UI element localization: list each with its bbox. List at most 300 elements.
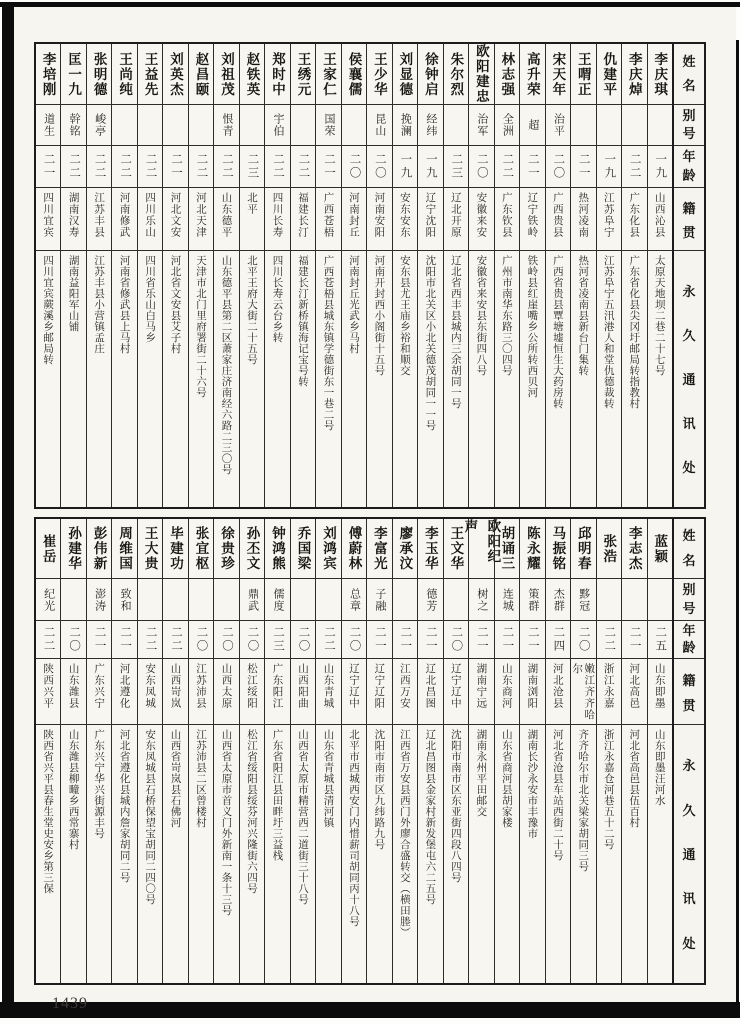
- person-age: 二二: [316, 621, 340, 659]
- person-age: 二〇: [342, 621, 366, 659]
- person-address: 湖南长沙永安市丰豫市: [526, 729, 539, 839]
- person-alias: [597, 579, 621, 621]
- person-alias: 树之: [469, 579, 493, 621]
- person-age: 二二: [61, 146, 85, 188]
- person-alias: [112, 105, 136, 146]
- person-name: 张明德: [87, 44, 111, 105]
- person-name: 李玉华: [418, 519, 442, 579]
- person-alias: [444, 105, 468, 146]
- person-column: [264, 519, 289, 983]
- person-native-place: 广东阳江: [265, 659, 289, 725]
- directory-table-top: [34, 42, 706, 509]
- person-name: 林志强: [495, 44, 519, 105]
- person-address: 广西苍梧县城东镇学德街东一巷二号: [322, 255, 335, 431]
- person-column: [392, 44, 417, 507]
- person-column: [443, 44, 468, 507]
- person-column: [290, 519, 315, 983]
- person-name: 王家仁: [316, 44, 340, 105]
- person-address: 山东省商河县胡家楼: [500, 729, 513, 828]
- person-native-place: 湖南宁远: [469, 659, 493, 725]
- person-name: 朱尔烈: [444, 44, 468, 105]
- person-column: [366, 519, 391, 983]
- person-native-place: 山西沁县: [648, 188, 672, 251]
- person-column: [417, 519, 442, 983]
- person-name: 欧阳纪声: [469, 519, 493, 579]
- person-native-place: 河南修武: [112, 188, 136, 251]
- person-native-place: 河北遵化: [112, 659, 136, 725]
- column-header-name: 姓 名: [674, 519, 704, 579]
- person-alias: 子融: [367, 579, 391, 621]
- person-name: 赵昌颐: [189, 44, 213, 105]
- person-age: 二一: [418, 621, 442, 659]
- person-name: 蓝颖: [648, 519, 672, 579]
- person-column: [60, 519, 85, 983]
- person-address: 山西省太原市首义门外新南一条十三号: [220, 729, 233, 916]
- person-address: 山东潍县柳疃乡西常寨村: [67, 729, 80, 850]
- person-alias: [291, 579, 315, 621]
- person-native-place: 河南安阳: [367, 188, 391, 251]
- person-native-place: 河北高邑: [622, 659, 646, 725]
- person-age: 二一: [112, 621, 136, 659]
- header-column: [672, 519, 704, 983]
- person-address: 齐齐哈尔市北关梁家胡同三号: [577, 729, 590, 872]
- person-address: 江西省万安县西门外廖合盛转交（横田塍）: [398, 729, 411, 938]
- person-alias: [622, 105, 646, 146]
- person-alias: 国荣: [316, 105, 340, 146]
- person-address: 浙江永嘉仓河巷五十二号: [602, 729, 615, 850]
- column-header-alias: 别 号: [674, 105, 704, 146]
- person-age: 二一: [469, 621, 493, 659]
- person-native-place: 广东钦县: [495, 188, 519, 251]
- person-alias: 挽澜: [393, 105, 417, 146]
- person-address: 山东即墨汪河水: [653, 729, 666, 806]
- person-age: 二三: [265, 621, 289, 659]
- person-native-place: 山西岢岚: [163, 659, 187, 725]
- person-age: 二一: [36, 146, 60, 188]
- person-alias: [622, 579, 646, 621]
- person-alias: 治平: [546, 105, 570, 146]
- person-name: 乔国梁: [291, 519, 315, 579]
- person-native-place: 山西阳曲: [291, 659, 315, 725]
- header-column: [672, 44, 704, 507]
- person-age: 二〇: [291, 621, 315, 659]
- person-column: [264, 44, 289, 507]
- person-column: [519, 519, 544, 983]
- person-column: [86, 44, 111, 507]
- person-address: 河南开封西小阁街十五号: [373, 255, 386, 376]
- person-age: 二〇: [546, 146, 570, 188]
- page-number: 1439: [52, 995, 88, 1012]
- person-alias: 全洲: [495, 105, 519, 146]
- person-name: 张宜枢: [189, 519, 213, 579]
- person-age: 二一: [622, 621, 646, 659]
- person-alias: [571, 105, 595, 146]
- person-age: 二〇: [342, 146, 366, 188]
- person-alias: [240, 105, 264, 146]
- person-age: 一九: [597, 146, 621, 188]
- person-address: 安东县尤王庙乡裕和顺交: [398, 255, 411, 376]
- person-native-place: 山西太原: [214, 659, 238, 725]
- person-address: 江苏沛县二区曾楼村: [195, 729, 208, 828]
- person-alias: 宇伯: [265, 105, 289, 146]
- column-header-address: 永 久 通 讯 处: [674, 725, 704, 983]
- person-name: 高升荣: [520, 44, 544, 105]
- person-age: 一九: [648, 146, 672, 188]
- person-column: [570, 44, 595, 507]
- person-native-place: 山东即墨: [648, 659, 672, 725]
- person-age: 二二: [265, 146, 289, 188]
- person-age: 二二: [189, 146, 213, 188]
- person-native-place: 陕西兴平: [36, 659, 60, 725]
- person-alias: [342, 105, 366, 146]
- person-address: 天津市北门里府署街二十六号: [195, 255, 208, 398]
- person-native-place: 广西苍梧: [316, 188, 340, 251]
- person-address: 河南省修武县上马村: [118, 255, 131, 354]
- person-alias: 超: [520, 105, 544, 146]
- person-age: 一九: [418, 146, 442, 188]
- person-address: 河北省沧县车站西街二十号: [551, 729, 564, 861]
- person-alias: [316, 579, 340, 621]
- person-alias: 杰群: [546, 579, 570, 621]
- person-age: 二〇: [571, 621, 595, 659]
- person-name: 王益先: [138, 44, 162, 105]
- person-address: 福建长汀新桥镇海记宝号转: [296, 255, 309, 387]
- person-name: 崔岳: [36, 519, 60, 579]
- person-age: 二二: [87, 146, 111, 188]
- directory-table-bottom: [34, 517, 706, 985]
- person-alias: 纪光: [36, 579, 60, 621]
- person-native-place: 辽宁铁岭: [520, 188, 544, 251]
- column-header-native: 籍 贯: [674, 659, 704, 725]
- person-address: 河北省遵化县城内詹家胡同二号: [118, 729, 131, 883]
- table-grid: [34, 517, 706, 985]
- person-column: [596, 44, 621, 507]
- person-age: 二一: [495, 621, 519, 659]
- person-native-place: 河北沧县: [546, 659, 570, 725]
- person-age: 二一: [571, 146, 595, 188]
- person-native-place: 四川长寿: [265, 188, 289, 251]
- person-column: [213, 44, 238, 507]
- person-address: 江苏丰县小营镇孟庄: [93, 255, 106, 354]
- person-column: [341, 44, 366, 507]
- person-name: 王少华: [367, 44, 391, 105]
- person-column: [443, 519, 468, 983]
- person-age: 二〇: [367, 146, 391, 188]
- person-column: [570, 519, 595, 983]
- person-address: 铁岭县红崖嘴乡公所转西贝河: [526, 255, 539, 398]
- person-native-place: 辽北开原: [444, 188, 468, 251]
- person-native-place: 四川宜宾: [36, 188, 60, 251]
- person-alias: [393, 579, 417, 621]
- person-column: [621, 519, 646, 983]
- person-column: [468, 44, 493, 507]
- person-address: 安东凤城县石桥保望宝胡同二四〇号: [144, 729, 157, 905]
- person-name: 胡诵三: [495, 519, 519, 579]
- column-header-name: 姓 名: [674, 44, 704, 105]
- person-column: [647, 44, 672, 507]
- person-name: 王喟正: [571, 44, 595, 105]
- person-age: 二〇: [214, 621, 238, 659]
- person-column: [162, 519, 187, 983]
- scan-edge-bottom: [0, 1002, 740, 1018]
- person-alias: 连城: [495, 579, 519, 621]
- person-age: 二二: [138, 621, 162, 659]
- person-age: 二二: [597, 621, 621, 659]
- person-name: 陈永耀: [520, 519, 544, 579]
- person-native-place: 河北文安: [163, 188, 187, 251]
- person-name: 李庆琪: [648, 44, 672, 105]
- person-native-place: 山东德平: [214, 188, 238, 251]
- person-column: [188, 519, 213, 983]
- person-address: 山西省岢岚县石佛河: [169, 729, 182, 828]
- person-address: 山东德平县第二区萧家庄济南经六路二三〇号: [220, 255, 233, 475]
- person-column: [315, 44, 340, 507]
- person-native-place: 江苏沛县: [189, 659, 213, 725]
- person-age: 二二: [138, 146, 162, 188]
- person-column: [239, 519, 264, 983]
- person-address: 松江省绥阳县绥芬河兴隆街六四号: [246, 729, 258, 894]
- person-name: 李志杰: [622, 519, 646, 579]
- person-alias: 黟冠: [571, 579, 595, 621]
- person-native-place: 山东青城: [316, 659, 340, 725]
- person-native-place: 辽北昌图: [418, 659, 442, 725]
- person-native-place: 江西万安: [393, 659, 417, 725]
- person-name: 钟鸿熊: [265, 519, 289, 579]
- person-name: 张浩: [597, 519, 621, 579]
- person-column: [86, 519, 111, 983]
- person-age: 二二: [112, 146, 136, 188]
- person-address: 广东兴宁华兴街源丰号: [93, 729, 106, 839]
- person-age: 二〇: [444, 621, 468, 659]
- person-native-place: 广东兴宁: [87, 659, 111, 725]
- person-alias: 德芳: [418, 579, 442, 621]
- person-address: 广州市南华东路三〇四号: [500, 255, 513, 376]
- person-column: [417, 44, 442, 507]
- person-age: 二二: [214, 146, 238, 188]
- person-age: 二一: [163, 146, 187, 188]
- person-native-place: 辽宁辽阳: [367, 659, 391, 725]
- person-name: 刘英杰: [163, 44, 187, 105]
- person-address: 山东省青城县清河镇: [322, 729, 335, 828]
- person-column: [137, 519, 162, 983]
- person-name: 徐钟启: [418, 44, 442, 105]
- person-native-place: 热河凌南: [571, 188, 595, 251]
- person-alias: 经纬: [418, 105, 442, 146]
- person-alias: [189, 105, 213, 146]
- person-age: 二二: [495, 146, 519, 188]
- person-age: 二一: [393, 621, 417, 659]
- column-header-address: 永 久 通 讯 处: [674, 251, 704, 507]
- column-header-native: 籍 贯: [674, 188, 704, 251]
- person-column: [188, 44, 213, 507]
- person-age: 二〇: [189, 621, 213, 659]
- person-name: 郑时中: [265, 44, 289, 105]
- person-native-place: 广西贵县: [546, 188, 570, 251]
- person-age: 二〇: [469, 146, 493, 188]
- person-column: [36, 44, 60, 507]
- person-column: [213, 519, 238, 983]
- person-native-place: 江苏阜宁: [597, 188, 621, 251]
- table-grid: [34, 42, 706, 509]
- person-name: 匡一九: [61, 44, 85, 105]
- person-address: 陕西省兴平县春生堂史安乡第三保: [42, 729, 55, 894]
- person-age: 二三: [444, 146, 468, 188]
- person-alias: [648, 579, 672, 621]
- person-name: 邱明春: [571, 519, 595, 579]
- person-native-place: 河南封丘: [342, 188, 366, 251]
- person-address: 北平王府大街二十五号: [246, 255, 258, 365]
- person-column: [60, 44, 85, 507]
- person-column: [366, 44, 391, 507]
- person-name: 李庆焯: [622, 44, 646, 105]
- person-column: [596, 519, 621, 983]
- person-alias: [163, 579, 187, 621]
- person-alias: 总章: [342, 579, 366, 621]
- person-column: [519, 44, 544, 507]
- person-alias: 澎涛: [87, 579, 111, 621]
- person-alias: [138, 579, 162, 621]
- column-header-age: 年 龄: [674, 146, 704, 188]
- person-name: 宋天年: [546, 44, 570, 105]
- person-native-place: 山东商河: [495, 659, 519, 725]
- person-name: 王尚纯: [112, 44, 136, 105]
- person-age: 一九: [393, 146, 417, 188]
- person-name: 仇建平: [597, 44, 621, 105]
- person-age: 二一: [520, 146, 544, 188]
- person-column: [462, 519, 501, 983]
- person-age: 二三: [240, 146, 264, 188]
- person-age: 二二: [291, 146, 315, 188]
- person-name: 孙建华: [61, 519, 85, 579]
- person-address: 河南封丘光武乡马村: [347, 255, 360, 354]
- person-name: 王大贵: [138, 519, 162, 579]
- person-native-place: 湖南汉寿: [61, 188, 85, 251]
- person-native-place: 河北天津: [189, 188, 213, 251]
- person-address: 辽北昌图县金家村新发堡屯六二五号: [424, 729, 437, 905]
- person-alias: 昆山: [367, 105, 391, 146]
- person-name: 马振铭: [546, 519, 570, 579]
- person-address: 沈阳市南市区东亚街四段八四号: [449, 729, 462, 883]
- person-address: 河北省高邑县伍百村: [628, 729, 641, 828]
- person-name: 刘祖茂: [214, 44, 238, 105]
- person-address: 四川宜宾蕨溪乡邮局转: [42, 255, 55, 365]
- person-alias: [61, 579, 85, 621]
- person-native-place: 湖南浏阳: [520, 659, 544, 725]
- person-age: 二五: [648, 621, 672, 659]
- person-address: 北平市西城西安门内惜薪司胡同丙十八号: [347, 729, 360, 927]
- person-alias: 治军: [469, 105, 493, 146]
- person-native-place: 四川乐山: [138, 188, 162, 251]
- person-native-place: 安东凤城: [138, 659, 162, 725]
- person-alias: [138, 105, 162, 146]
- person-name: 欧阳建忠: [469, 44, 493, 105]
- person-address: 安徽省来安县东街四八号: [475, 255, 488, 376]
- person-native-place: 辽宁辽中: [444, 659, 468, 725]
- person-column: [621, 44, 646, 507]
- person-name: 毕建功: [163, 519, 187, 579]
- person-native-place: 福建长汀: [291, 188, 315, 251]
- person-name: 彭伟新: [87, 519, 111, 579]
- person-address: 广东省化县尖冈圩邮局转指教村: [628, 255, 641, 409]
- person-alias: [597, 105, 621, 146]
- person-address: 山西省太原市精营西二道街三十八号: [296, 729, 309, 905]
- person-alias: 儒度: [265, 579, 289, 621]
- column-header-alias: 别 号: [674, 579, 704, 621]
- person-address: 湖南永州平田邮交: [475, 729, 488, 817]
- person-address: 江苏阜宁五汛港人和堂仇德裁转: [602, 255, 615, 409]
- person-address: 四川长寿云台乡转: [271, 255, 284, 343]
- person-address: 沈阳市北关区小北关德茂胡同一一号: [424, 255, 437, 431]
- person-name: 傅蔚林: [342, 519, 366, 579]
- person-alias: [214, 579, 238, 621]
- person-age: 二二: [36, 621, 60, 659]
- person-native-place: 安徽来安: [469, 188, 493, 251]
- person-column: [494, 44, 519, 507]
- person-address: 广东省阳江县田畔圩三益栈: [271, 729, 284, 861]
- person-column: [290, 44, 315, 507]
- person-age: 二一: [520, 621, 544, 659]
- person-address: 太原天地坝二巷二十七号: [653, 255, 666, 376]
- person-column: [392, 519, 417, 983]
- person-column: [162, 44, 187, 507]
- column-header-age: 年 龄: [674, 621, 704, 659]
- person-name: 刘鸿宾: [316, 519, 340, 579]
- scanned-page: [14, 7, 736, 1012]
- person-alias: 道生: [36, 105, 60, 146]
- person-native-place: 江苏丰县: [87, 188, 111, 251]
- person-alias: 幹铭: [61, 105, 85, 146]
- person-column: [239, 44, 264, 507]
- person-native-place: 嫩江齐齐哈尔: [571, 659, 595, 725]
- person-address: 热河省凌南县新台门集转: [577, 255, 590, 376]
- person-age: 二四: [546, 621, 570, 659]
- person-column: [545, 519, 570, 983]
- person-alias: [189, 579, 213, 621]
- person-alias: 致和: [112, 579, 136, 621]
- person-native-place: 辽宁沈阳: [418, 188, 442, 251]
- person-age: 二一: [367, 621, 391, 659]
- person-native-place: 北平: [240, 188, 264, 251]
- person-alias: 峻亭: [87, 105, 111, 146]
- person-alias: 鼎武: [240, 579, 264, 621]
- scan-edge-right: [736, 40, 739, 1018]
- person-name: 王绣元: [291, 44, 315, 105]
- person-name: 王文华: [444, 519, 468, 579]
- person-native-place: 辽宁辽中: [342, 659, 366, 725]
- person-alias: [291, 105, 315, 146]
- person-address: 湖南益阳军山铺: [67, 255, 80, 332]
- person-native-place: 松江绥阳: [240, 659, 264, 725]
- person-age: 二二: [163, 621, 187, 659]
- person-native-place: 浙江永嘉: [597, 659, 621, 725]
- person-native-place: 广东化县: [622, 188, 646, 251]
- person-age: 二〇: [61, 621, 85, 659]
- person-column: [36, 519, 60, 983]
- person-name: 徐贵珍: [214, 519, 238, 579]
- person-column: [315, 519, 340, 983]
- person-address: 四川省乐山白马乡: [144, 255, 157, 343]
- person-name: 赵铁英: [240, 44, 264, 105]
- person-age: 二〇: [240, 621, 264, 659]
- person-column: [494, 519, 519, 983]
- person-age: 二一: [316, 146, 340, 188]
- person-column: [647, 519, 672, 983]
- person-column: [111, 44, 136, 507]
- person-alias: [444, 579, 468, 621]
- person-name: 侯襄儒: [342, 44, 366, 105]
- person-native-place: 山东潍县: [61, 659, 85, 725]
- person-native-place: 安东安东: [393, 188, 417, 251]
